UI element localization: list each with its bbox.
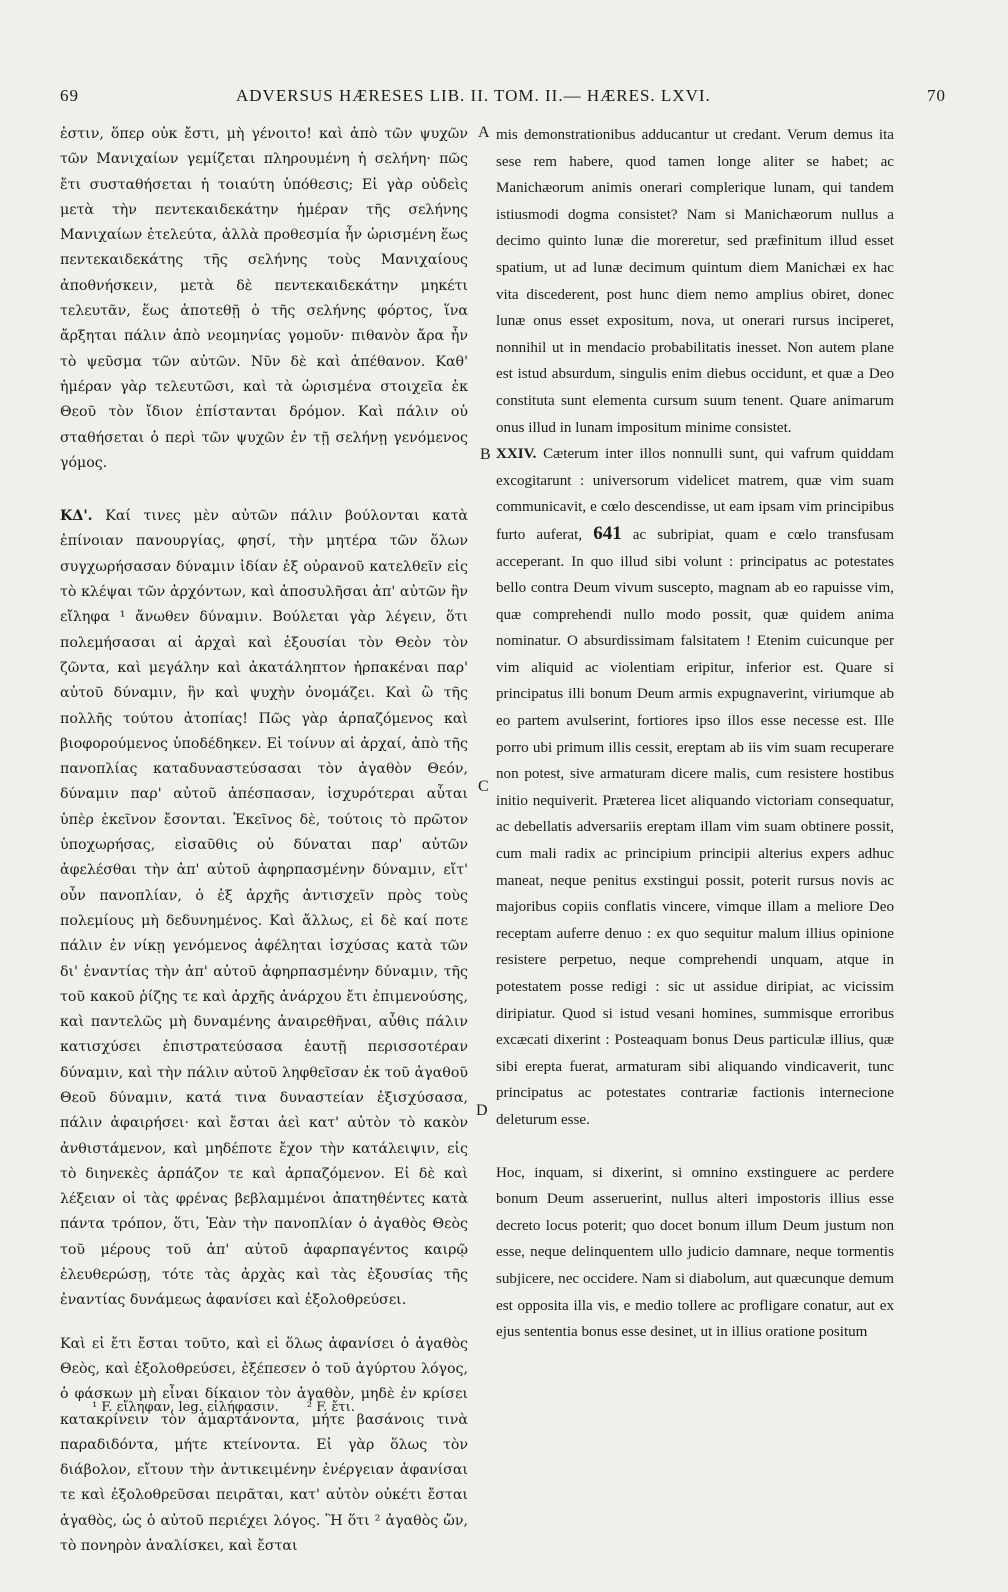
greek-column xyxy=(60,122,468,1555)
latin-paragraph-3: Hoc, inquam, si dixerint, si omnino exstinguere ac perdere bonum Deum asseruerint, nullus alteri impostoris illius esse decreto locus poterit; quo docet bonum illum Deum justum non esse, neque delinquentem ullo judicio damnare, neque tormentis subjicere, nec occidere. Nam si diabolum, aut quæcunque demum est opposita illa vis, e medio tollere ac profligare conatur, aut ex ejus sententia bonus esse desinet, ut in illius oratione positum xyxy=(496,1164,894,1341)
footnote-2: ² F. ἔτι. xyxy=(306,1400,355,1415)
latin-paragraph-2b: ac subripiat, quam e cœlo transfusam acceperant. In quo illud sibi volunt : principatus ac potestates bello contra Deum vivum suscepto, magnam ab eo rapuisse vim, quæ comprehendi nullo modo possit, quæ quidem anima nominatur. O absurdissimam falsitatem ! Etenim cuicunque per vim aliquid ac violentiam eripitur, inferior est. Quare si principatus illi bonum Deum armis expugnaverint, viriumque ab eo partem avulserint, fortiores ipso illos esse necesse est. Ille porro ubi primum illis cessit, ereptam ab iis vim suam recuperare non potest, sive armaturam dicere malis, cum resistere hostibus initio nequiverit. Præterea licet aliquando victoriam consequatur, ac debellatis adversariis ereptam illam vim suam obtinere possit, cum mali radix ac principium principii alterius expers adhuc maneat, neque penitus exstingui possit, poterit rursus novis ac majoribus copiis conflatis vincere, vimque illam a meliore Deo receptam auferre denuo : ex quo sequitur malum illius opinione resistere perpetuo, neque comprehendi unquam, atque in potestatem posse redigi : sic ut assidue diripiat, ac vicissim diripiatur. Quod si istud vesani homines, summisque erroribus excæcati dixerint : Posteaquam bonus Deus particulæ illius, quæ sibi erepta fuerat, armaturam sibi aliquando vindicaverit, tunc principatus ac potestates contrariæ factionis internecione deleturum esse. xyxy=(496,526,894,1128)
inline-page-number: 641 xyxy=(593,522,622,544)
page-number-right: 70 xyxy=(927,86,946,105)
page-number-left: 69 xyxy=(60,86,79,105)
margin-letter-d: D xyxy=(476,1102,488,1119)
margin-letter-b: B xyxy=(480,446,491,463)
margin-letter-a: A xyxy=(478,124,490,141)
greek-paragraph-3: Καὶ εἰ ἔτι ἔσται τοῦτο, καὶ εἰ ὅλως ἀφανίσει ὁ ἀγαθὸς Θεὸς, καὶ ἐξολοθρεύσει, ἐξέπεσεν ὁ τοῦ ἀγύρτου λόγος, ὁ φάσκων μὴ εἶναι δίκαιον τὸν ἀγαθὸν, μηδὲ ἐν κρίσει κατακρίνειν τὸν ἁμαρτάνοντα, μήτε βασάνοις τινὰ παραδιδόντα, μήτε κτείνοντα. Εἰ γὰρ ὅλως τὸν διάβολον, εἴτουν τὴν ἀντικειμένην ἐνέργειαν ἀφανίσαι τε καὶ ἐξολοθρεῦσαι πειρᾶται, κατ' αὐτὸν οὐκέτι ἔσται ἀγαθὸς, ὡς ὁ αὐτοῦ περιέχει λόγος. Ἢ ὅτι ² ἀγαθὸς ὤν, τὸ πονηρὸν ἀναλίσκει, καὶ ἔσται xyxy=(60,1335,468,1555)
greek-paragraph-2 xyxy=(60,504,468,1314)
latin-column xyxy=(496,122,894,1442)
footnote-1: ¹ F. εἴληφαν, leg. εἰλήφασιν. xyxy=(92,1400,279,1415)
latin-paragraph-1: mis demonstrationibus adducantur ut credant. Verum demus ita sese rem habere, quod tamen longe aliter se habet; ac Manichæorum animis onerari complerique lunam, qui tandem istiusmodi dogma consistet? Nam si Manichæorum nullus a decimo quinto lunæ die moreretur, sed præfinitum illud esset spatium, ut ad lunæ decimum quintum diem Manichæi ex hac vita discederent, post hunc diem nemo amplius obiret, donec lunæ onus esset expositum, nova, ut onerari rursus inciperet, nonnihil ut in mendacio probabilitatis inesset. Non autem plane est istud absurdum, singulis enim diebus occidunt, et quæ a Deo constituta sunt elementa cursum suum tenent. Quare animarum onus illud in lunam impositum minime consistet. xyxy=(496,127,894,436)
greek-section-number: ΚΔ'. xyxy=(60,508,93,525)
footnotes xyxy=(92,1400,452,1415)
latin-paragraph-2 xyxy=(496,441,894,1133)
margin-letter-c: C xyxy=(478,778,489,795)
latin-paragraph-2a: Cæterum inter illos nonnulli sunt, qui vafrum quiddam excogitarunt : universorum videlicet matrem, quæ vim suam communicavit, e cœlo descendisse, ut eam ipsam vim principibus furto auferat, xyxy=(496,446,894,543)
latin-section-number: XXIV. xyxy=(496,446,537,463)
greek-paragraph-1: ἐστιν, ὅπερ οὐκ ἔστι, μὴ γένοιτο! καὶ ἀπὸ τῶν ψυχῶν τῶν Μανιχαίων γεμίζεται πληρουμένη ἡ σελήνη· πῶς ἔτι συσταθήσεται ἡ τοιαύτη ὑπόθεσις; Εἰ γὰρ οὐδεὶς μετὰ τὴν πεντεκαιδεκάτην ἡμέραν τῆς σελήνης Μανιχαίων ἐτελεύτα, ἀλλὰ προθεσμία ἦν ὡρισμένη ἕως πεντεκαιδεκάτης τῆς σελήνης τοὺς Μανιχαίους ἀποθνήσκειν, μετὰ δὲ πεντεκαιδεκάτην μηκέτι τελευτᾶν, ἕως ἀποτεθῇ ὁ τῆς σελήνης φόρτος, ἵνα ἄρξηται πάλιν ἀπὸ νεομηνίας γομοῦν· πιθανὸν ἄρα ἦν τὸ ψεῦσμα τῶν αὐτῶν. Νῦν δὲ καὶ ἀπέθανον. Καθ' ἡμέραν γὰρ τελευτῶσι, καὶ τὰ ὡρισμένα στοιχεῖα ἐκ Θεοῦ τὸν ἴδιον ἐπίστανται δρόμον. Καὶ πάλιν οὐ σταθήσεται ὁ περὶ τῶν ψυχῶν ἐν τῇ σελήνῃ γενόμενος γόμος. xyxy=(60,126,468,471)
greek-paragraph-2-text: Καί τινες μὲν αὐτῶν πάλιν βούλονται κατὰ ἐπίνοιαν πανουργίας, φησί, τὴν μητέρα τῶν ὅλων συγχωρήσασαν δύναμιν ἰδίαν ἐξ οὐρανοῦ κατελθεῖν εἰς τὸ κλέψαι τῶν ἀρχόντων, καὶ ἀποσυλῆσαι ἀπ' αὐτῶν ἣν εἴληφα ¹ ἄνωθεν δύναμιν. Βούλεται γὰρ λέγειν, ὅτι πολεμήσασαι αἱ ἀρχαὶ καὶ ἐξουσίαι τὸν Θεὸν τὸν ζῶντα, καὶ μεγάλην καὶ ἀκατάληπτον ἡρπακέναι παρ' αὐτοῦ δύναμιν, ἣν καὶ ψυχὴν ὀνομάζει. Καὶ ὢ τῆς πολλῆς τούτου ἀτοπίας! Πῶς γὰρ ἁρπαζόμενος καὶ βιοφορούμενος ὑποδέδηκεν. Εἰ τοίνυν αἱ ἀρχαί, ἀπὸ τῆς πανοπλίας καταδυναστεύσασαι τὸν ἀγαθὸν Θεόν, δύναμιν παρ' αὐτοῦ ἀπέσπασαν, ἰσχυρότεραι αὗται ὑπὲρ ἐκεῖνον ἔσονται. Ἐκεῖνος δὲ, τούτοις τὸ πρῶτον ὑποχωρήσας, εἰσαῦθις οὐ δύναται παρ' αὐτῶν ἀφελέσθαι τὴν ἀπ' αὐτοῦ ἀφηρπασμένην δύναμιν, εἴτ' οὖν πανοπλίαν, ὁ ἐξ ἀρχῆς ἀντισχεῖν πρὸς τοὺς πολεμίους μὴ δεδυνημένος. Καὶ ἄλλως, εἰ δὲ καί ποτε πάλιν ἐν νίκῃ γενόμενος ἀφέληται ἰσχύσας κατὰ τῶν δι' ἐναντίας τὴν ἀπ' αὐτοῦ ἀφηρπασμένην δύναμιν, τῆς τοῦ κακοῦ ῥίζης τε καὶ ἀρχῆς ἀνάρχου ἔτι ἐπιμενούσης, καὶ παντελῶς μὴ δυναμένης ἀναιρεθῆναι, αὖθις πάλιν κατισχύσει ἐπιστρατεύσασα ἑαυτῇ περισσοτέραν δύναμιν, καὶ τὴν πάλιν αὐτοῦ ληφθεῖσαν ἐκ τοῦ ἀγαθοῦ Θεοῦ δύναμιν, κατά τινα δυναστείαν ἐξισχύσασα, πάλιν ἀφαιρήσει· καὶ ἔσται ἀεὶ κατ' αὐτὸν τὸ κακὸν ἀνθιστάμενον, καὶ μηδέποτε ἔχον τὴν κατάλειψιν, εἰς τὸ διηνεκὲς ἁρπάζον τε καὶ ἁρπαζόμενον. Εἰ δὲ καὶ λέξειαν οἱ τὰς φρένας βεβλαμμένοι ἀπατηθέντες κατὰ πάντα τρόπον, ὅτι, Ἐὰν τὴν πανοπλίαν ὁ ἀγαθὸς Θεὸς τοῦ μέρους τοῦ ἀπ' αὐτοῦ ἀφαρπαγέντος καιρῷ ἐλευθερώσῃ, τότε τὰς ἀρχὰς καὶ τὰς ἐξουσίας τῆς ἐναντίας δυνάμεως ἀφανίσει καὶ ἐξολοθρεύσει. xyxy=(60,508,468,1309)
running-title: ADVERSUS HÆRESES LIB. II. TOM. II.— HÆRES. LXVI. xyxy=(236,86,711,105)
running-header xyxy=(60,86,946,110)
